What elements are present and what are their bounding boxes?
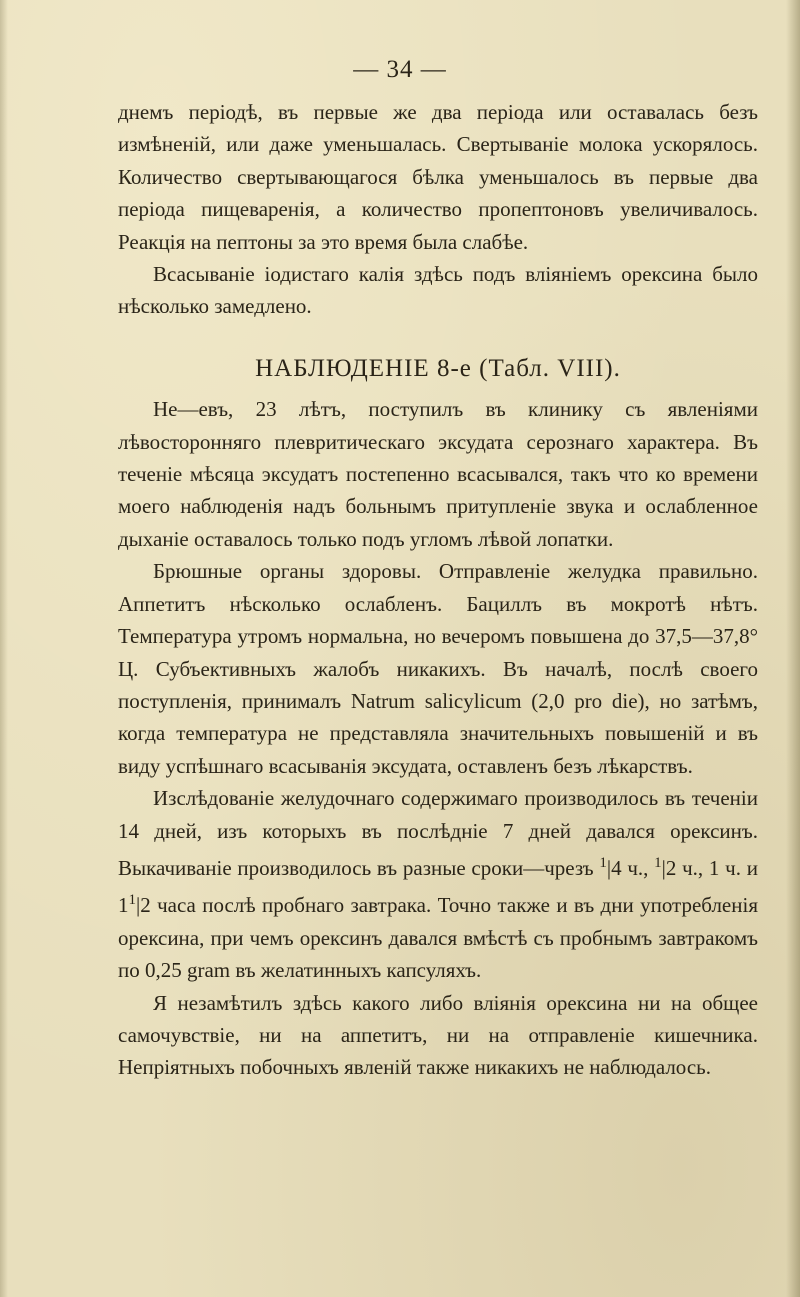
paragraph-patient-condition: Брюшные органы здоровы. Отправленіе желудка правильно. Аппетитъ нѣсколько ослабленъ. Бациллъ въ мокротѣ нѣтъ. Температура утромъ нормальна, но вечеромъ повышена до 37,5—37,8° Ц. Субъективныхъ жалобъ никакихъ. Въ началѣ, послѣ своего поступленія, принималъ Natrum salicylicum (2,0 pro die), но затѣмъ, когда температура не представляла значительныхъ повышеній и въ виду успѣшнаго всасыванія эксудата, оставленъ безъ лѣкарствъ. [118,559,758,778]
investigation-text-mid-1: ч., [621,855,655,880]
observation-heading: НАБЛЮДЕНІЕ 8-е (Табл. VIII). [255,354,621,382]
fraction-half-denominator: 2 [665,855,677,880]
page-left-shadow [0,0,8,1297]
body-text [118,96,758,1084]
fraction-quarter-separator: | [606,855,612,880]
paragraph-conclusion: Я незамѣтилъ здѣсь какого либо вліянія орексина ни на общее самочувствіе, ни на аппетитъ, ни на отправленіе кишечника. Непріятныхъ побочныхъ явленій также никакихъ не наблюдалось. [118,990,758,1080]
paragraph-iodine-absorption: Всасываніе іодистаго калія здѣсь подъ вліяніемъ орексина было нѣсколько замедлено. [118,262,758,319]
page-right-shadow [786,0,800,1297]
paragraph-patient-history: Не—евъ, 23 лѣтъ, поступилъ въ клинику съ явленіями лѣвосторонняго плевритическаго эксудата серознаго характера. Въ теченіе мѣсяца эксудатъ постепенно всасывался, такъ что ко времени моего наблюденія надъ больнымъ притупленіе звука и ослабленное дыханіе оставалось только подъ угломъ лѣвой лопатки. [118,397,758,551]
fraction-half-numerator: 1 [654,854,662,871]
paragraph-continued: днемъ періодѣ, въ первые же два періода или оставалась безъ измѣненій, или даже уменьшалась. Свертываніе молока ускорялось. Количество свертывающагося бѣлка уменьшалось въ первые два періода пищеваренія, а количество пропептоновъ увеличивалось. Реакція на пептоны за это время была слабѣе. [118,100,758,254]
page-number: — 34 — [353,56,447,83]
fraction-half-separator: | [661,855,666,880]
fraction-one-half-numerator: 1 [128,892,136,909]
fraction-one-half-separator: | [136,893,141,918]
fraction-quarter-denominator: 4 [611,855,622,880]
investigation-text-end: часа послѣ пробнаго завтрака. Точно также и въ дни употребленія орексина, при чемъ орексинъ давался вмѣстѣ съ пробнымъ завтракомъ по 0,25 gram въ желатинныхъ капсуляхъ. [118,893,758,983]
fraction-quarter-numerator: 1 [599,854,607,871]
investigation-text-start: Изслѣдованіе желудочнаго содержимаго производилось въ теченіи 14 дней, изъ которыхъ въ послѣдніе 7 дней давался орексинъ. Выкачиваніе производилось въ разные сроки—чрезъ [118,786,758,880]
investigation-text-mid-2: ч., 1 ч. и 1 [118,855,758,918]
fraction-one-half-denominator: 2 [140,893,151,918]
paragraph-investigation [118,782,758,986]
